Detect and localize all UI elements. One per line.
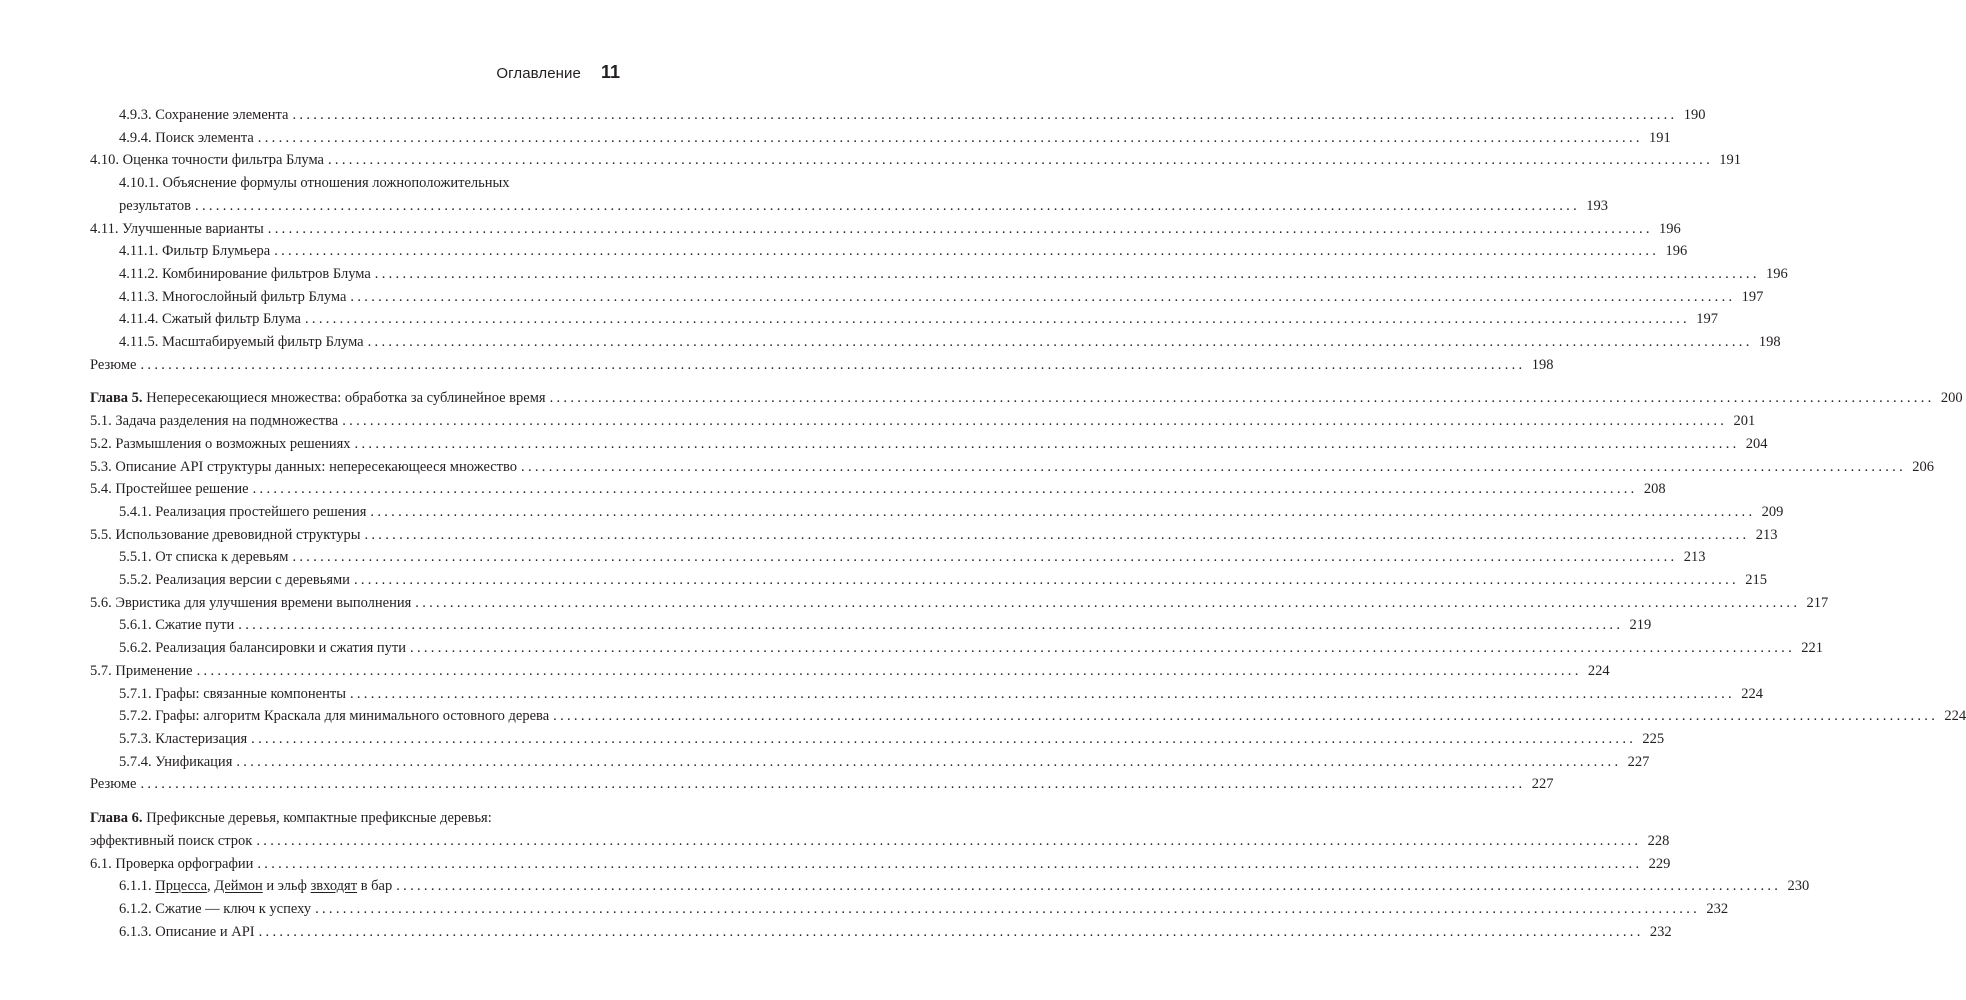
dot-leader: ........................................................................................................................................................................................................ [396,878,1782,895]
toc-entry-text: в бар [360,878,393,895]
toc-entry-4-11-1 [90,240,1688,263]
underlined-word: звходят [310,878,358,895]
toc-entry-page: 224 [1587,662,1610,679]
toc-entry-label: 5.4. Простейшее решение [90,481,249,498]
dot-leader: ........................................................................................................................................................................................................ [374,265,1760,282]
toc-entry-5-5-1 [90,546,1706,569]
toc-entry-4-11-2 [90,263,1788,286]
chapter-prefix: Глава 6. [90,810,143,827]
dot-leader: ........................................................................................................................................................................................................ [252,481,1638,498]
dot-leader: ........................................................................................................................................................................................................ [350,288,1736,305]
toc-entry-page: 232 [1649,923,1672,940]
toc-entry-label-line2: эффективный поиск строк [90,832,253,849]
toc-entry-label: 4.9.4. Поиск элемента [119,129,254,146]
toc-entry-6-1-2 [90,898,1729,921]
toc-entry-label: 5.2. Размышления о возможных решениях [90,435,351,452]
dot-leader: ........................................................................................................................................................................................................ [342,413,1728,430]
toc-entry-page: 227 [1531,776,1554,793]
toc-entry-label: 5.6.1. Сжатие пути [119,617,235,634]
toc-entry-label: 5.1. Задача разделения на подмножества [90,413,339,430]
dot-leader: ........................................................................................................................................................................................................ [364,526,1750,543]
dot-leader: ........................................................................................................................................................................................................ [140,776,1526,793]
dot-leader: ........................................................................................................................................................................................................ [274,243,1660,260]
toc-entry-label: 5.3. Описание API структуры данных: непересекающееся множество [90,458,518,475]
toc-entry-label: Резюме [90,356,137,373]
toc-entry-page: 196 [1659,220,1681,237]
toc-entry-4-9-4 [90,127,1671,150]
toc-entry-5-5-2 [90,569,1767,592]
toc-entry-chapter-6 [90,807,1670,852]
toc-entry-text: и эльф [266,878,307,895]
toc-entry-label: 5.7. Применение [90,662,193,679]
dot-leader: ........................................................................................................................................................................................................ [549,390,1935,407]
dot-leader: ........................................................................................................................................................................................................ [553,708,1939,725]
toc-entry-page: 227 [1627,753,1650,770]
toc-entry-summary-ch4 [90,354,1554,377]
toc-entry-page: 209 [1761,503,1784,520]
toc-entry-label: 5.6.2. Реализация балансировки и сжатия пути [119,640,407,657]
underlined-word: Деймон [214,878,263,895]
toc-entry-page: 206 [1912,458,1935,475]
toc-entry-chapter-5 [90,387,1963,410]
dot-leader: ........................................................................................................................................................................................................ [258,923,1644,940]
toc-entry-5-2 [90,433,1768,456]
toc-entry-page: 228 [1647,832,1670,849]
toc-entry-5-4-1 [90,501,1784,524]
toc-entry-5-7-3 [90,728,1665,751]
dot-leader: ........................................................................................................................................................................................................ [140,356,1526,373]
toc-entry-5-3 [90,456,1935,479]
table-of-contents [90,104,1966,943]
toc-entry-page: 229 [1648,855,1671,872]
toc-entry-label: 5.5. Использование древовидной структуры [90,526,361,543]
dot-leader: ........................................................................................................................................................................................................ [267,220,1653,237]
underlined-word: Прцесса [155,878,208,895]
toc-entry-label-line1: Префиксные деревья, компактные префиксные деревья: [146,810,492,827]
toc-entry-page: 208 [1643,481,1666,498]
toc-entry-label: 5.5.1. От списка к деревьям [119,549,289,566]
toc-entry-page: 221 [1801,640,1824,657]
toc-entry-label: 4.11.2. Комбинирование фильтров Блума [119,265,371,282]
dot-leader: ........................................................................................................................................................................................................ [353,572,1739,589]
toc-entry-5-6-1 [90,614,1652,637]
toc-entry-summary-ch5 [90,773,1554,796]
toc-entry-4-11-3 [90,286,1764,309]
toc-entry-label: 5.7.4. Унификация [119,753,233,770]
dot-leader: ........................................................................................................................................................................................................ [367,334,1753,351]
toc-entry-label: 5.7.2. Графы: алгоритм Краскала для минимального остовного дерева [119,708,550,725]
dot-leader: ........................................................................................................................................................................................................ [292,549,1678,566]
toc-entry-label: 4.11.4. Сжатый фильтр Блума [119,311,301,328]
page-header [496,62,620,83]
toc-entry-5-7-1 [90,683,1763,706]
toc-entry-label: 5.5.2. Реализация версии с деревьями [119,572,350,589]
toc-entry-page: 190 [1683,107,1706,123]
toc-entry-5-7 [90,660,1610,683]
toc-entry-label: 6.1.2. Сжатие — ключ к успеху [119,900,312,917]
toc-entry-label: 6.1. Проверка орфографии [90,855,254,872]
toc-entry-page: 219 [1629,617,1652,634]
toc-entry-6-1-1 [90,875,1810,898]
dot-leader: ........................................................................................................................................................................................................ [256,832,1642,849]
toc-entry-page: 198 [1758,334,1781,351]
toc-entry-5-5 [90,524,1778,547]
toc-entry-label: 4.11.5. Масштабируемый фильтр Блума [119,334,364,351]
dot-leader: ........................................................................................................................................................................................................ [304,311,1690,328]
toc-entry-6-1 [90,853,1671,876]
toc-entry-page: 191 [1719,152,1741,169]
toc-entry-label: Резюме [90,776,137,793]
dot-leader: ........................................................................................................................................................................................................ [415,594,1801,611]
toc-entry-number: 6.1.1. [119,878,152,895]
toc-entry-5-7-4 [90,751,1650,774]
toc-entry-page: 224 [1741,685,1763,702]
separator: , [207,878,211,895]
toc-entry-page: 230 [1787,878,1810,895]
toc-entry-page: 225 [1642,730,1665,747]
toc-entry-page: 197 [1741,288,1764,305]
toc-entry-page: 200 [1940,390,1963,407]
toc-entry-4-11-4 [90,308,1718,331]
toc-entry-page: 215 [1745,572,1767,589]
dot-leader: ........................................................................................................................................................................................................ [196,662,1582,679]
toc-entry-label: 5.6. Эвристика для улучшения времени выполнения [90,594,412,611]
toc-entry-6-1-3 [90,921,1672,944]
toc-entry-5-6 [90,592,1829,615]
toc-entry-page: 224 [1944,708,1966,725]
toc-entry-label-line2: результатов [119,197,192,214]
dot-leader: ........................................................................................................................................................................................................ [251,730,1637,747]
toc-entry-page: 232 [1706,900,1729,917]
toc-entry-label: 6.1.3. Описание и API [119,923,255,940]
toc-entry-page: 191 [1649,129,1671,146]
toc-entry-4-10-1 [90,172,1609,217]
dot-leader: ........................................................................................................................................................................................................ [292,107,1678,123]
toc-entry-page: 213 [1683,549,1706,566]
toc-entry-label: 4.9.3. Сохранение элемента [119,107,289,123]
chapter-prefix: Глава 5. [90,390,143,407]
toc-entry-5-1 [90,410,1756,433]
dot-leader: ........................................................................................................................................................................................................ [349,685,1735,702]
toc-entry-5-4 [90,478,1666,501]
dot-leader: ........................................................................................................................................................................................................ [236,753,1622,770]
dot-leader: ........................................................................................................................................................................................................ [328,152,1713,169]
toc-entry-label: Непересекающиеся множества: обработка за сублинейное время [146,390,546,407]
toc-entry-4-11 [90,218,1681,241]
dot-leader: ........................................................................................................................................................................................................ [370,503,1756,520]
toc-entry-label: 4.11.3. Многослойный фильтр Блума [119,288,347,305]
dot-leader: ........................................................................................................................................................................................................ [315,900,1701,917]
dot-leader: ........................................................................................................................................................................................................ [354,435,1740,452]
toc-entry-page: 204 [1745,435,1768,452]
page-number: 11 [600,62,620,82]
dot-leader: ........................................................................................................................................................................................................ [257,855,1643,872]
toc-entry-page: 196 [1665,243,1688,260]
dot-leader: ........................................................................................................................................................................................................ [410,640,1796,657]
running-header-title: Оглавление [496,65,581,82]
toc-entry-label: 5.7.1. Графы: связанные компоненты [119,685,346,702]
toc-entry-page: 193 [1586,197,1609,214]
toc-entry-label: 4.11.1. Фильтр Блумьера [119,243,271,260]
toc-entry-4-9-3 [90,104,1706,127]
toc-entry-page: 217 [1806,594,1829,611]
toc-entry-4-11-5 [90,331,1781,354]
toc-entry-page: 198 [1531,356,1554,373]
toc-entry-page: 213 [1755,526,1778,543]
toc-entry-page: 201 [1733,413,1756,430]
toc-entry-label: 5.4.1. Реализация простейшего решения [119,503,367,520]
dot-leader: ........................................................................................................................................................................................................ [238,617,1624,634]
toc-entry-5-7-2 [90,705,1966,728]
toc-entry-label-line1: 4.10.1. Объяснение формулы отношения ложноположительных [119,175,510,192]
toc-entry-page: 197 [1696,311,1718,328]
toc-entry-label: 5.7.3. Кластеризация [119,730,248,747]
dot-leader: ........................................................................................................................................................................................................ [195,197,1581,214]
dot-leader: ........................................................................................................................................................................................................ [257,129,1643,146]
toc-entry-4-10 [90,149,1741,172]
dot-leader: ........................................................................................................................................................................................................ [521,458,1907,475]
toc-entry-label: 4.11. Улучшенные варианты [90,220,264,237]
toc-entry-page: 196 [1766,265,1788,282]
toc-entry-label: 4.10. Оценка точности фильтра Блума [90,152,324,169]
toc-entry-5-6-2 [90,637,1824,660]
